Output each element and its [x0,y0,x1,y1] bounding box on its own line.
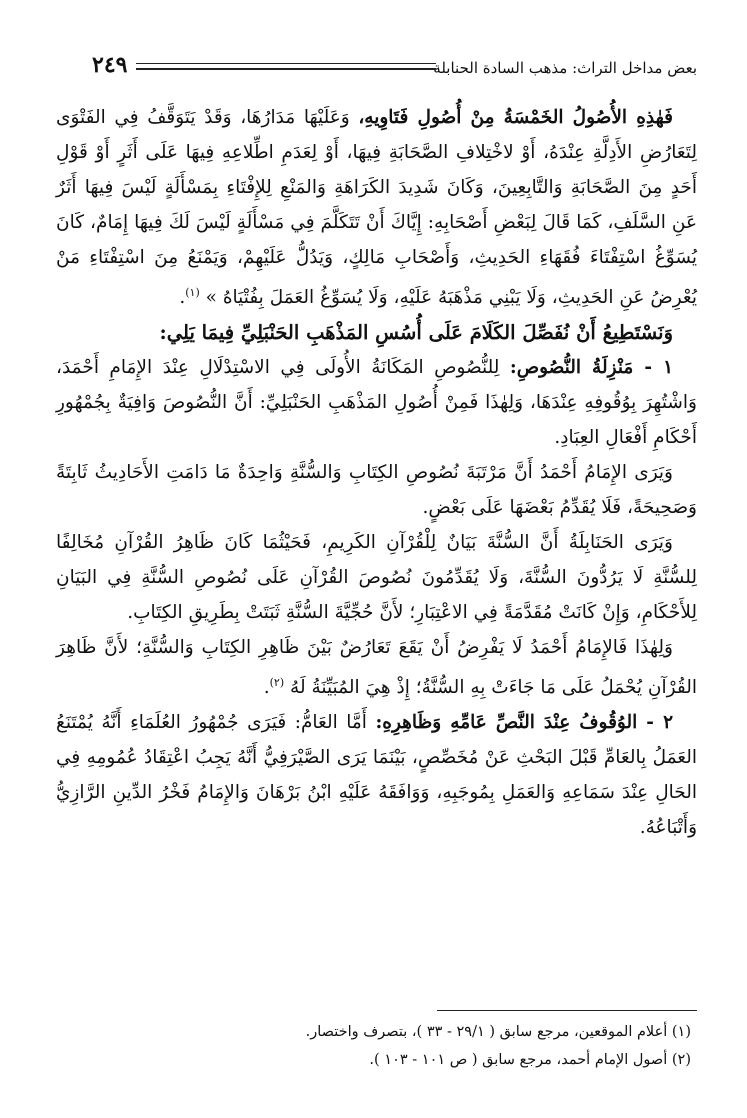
paragraph-no-conflict: وَلِهٰذَا فَالإِمَامُ أَحْمَدُ لَا يَفْرِضُ أَنْ يَقَعَ تَعَارُضٌ بَيْنَ ظَاهِرِ الكِتَابِ وَالسُّنَّةِ؛ لأَنَّ ظَاهِرَ القُرْآنِ يُحْمَلُ عَلَى مَا جَاءَتْ بِهِ السُّنَّةُ؛ إِذْ هِيَ المُبَيِّنَةُ لَهُ $^{(٢)}$. [56,637,697,699]
paragraph-text: وَلِهٰذَا فَالإِمَامُ أَحْمَدُ لَا يَفْرِضُ أَنْ يَقَعَ تَعَارُضٌ بَيْنَ ظَاهِرِ الكِتَابِ وَالسُّنَّةِ؛ لأَنَّ ظَاهِرَ القُرْآنِ يُحْمَلُ عَلَى مَا جَاءَتْ بِهِ السُّنَّةُ؛ إِذْ هِيَ المُبَيِّنَةُ لَهُ [56,637,697,699]
paragraph-sunnah-bayan: وَيَرَى الحَنَابِلَةُ أَنَّ السُّنَّةَ بَيَانٌ لِلْقُرْآنِ الكَرِيمِ، فَحَيْثُمَا كَانَ ظَاهِرُ القُرْآنِ مُخَالِفًا لِلسُّنَّةِ لَا يَرُدُّونَ السُّنَّةَ، وَلَا يُقَدِّمُونَ نُصُوصَ القُرْآنِ عَلَى نُصُوصِ السُّنَّةِ فِي البَيَانِ لِلأَحْكَامِ، وَإِنْ كَانَتْ مُقَدَّمَةً فِي الاعْتِبَارِ؛ لأَنَّ حُجِّيَّةَ السُّنَّةِ ثَبَتَتْ بِطَرِيقِ الكِتَابِ. [56,532,697,624]
paragraph-usul: فَهٰذِهِ الأُصُولُ الخَمْسَةُ مِنْ أُصُولِ فَتَاوِيهِ، وَعَلَيْهَا مَدَارُهَا، وَقَدْ يَتَوَقَّفُ فِي الفَتْوَى لِتَعَارُضِ الأَدِلَّةِ عِنْدَهُ، أَوْ لاخْتِلافِ الصَّحَابَةِ فِيهَا، أَوْ لِعَدَمِ اطِّلاعِهِ فِيهَا عَلَى أَثَرٍ أَوْ قَوْلِ أَحَدٍ مِنَ الصَّحَابَةِ وَالتَّابِعِينَ، وَكَانَ شَدِيدَ الكَرَاهَةِ وَالمَنْعِ لِلإِفْتَاءِ بِمَسْأَلَةٍ لَيْسَ فِيهَا أَثَرٌ عَنِ السَّلَفِ، كَمَا قَالَ لِبَعْضِ أَصْحَابِهِ: إِيَّاكَ أَنْ تَتَكَلَّمَ فِي مَسْأَلَةٍ لَيْسَ لَكَ فِيهَا إِمَامٌ، كَانَ يُسَوِّغُ اسْتِفْتَاءَ فُقَهَاءِ الحَدِيثِ، وَأَصْحَابِ مَالِكٍ، وَيَدُلُّ عَلَيْهِمْ، وَيَمْنَعُ مِنَ اسْتِفْتَاءِ مَنْ يُعْرِضُ عَنِ الحَدِيثِ، وَلَا يَبْنِي مَذْهَبَهُ عَلَيْهِ، وَلَا يُسَوِّغُ العَمَلَ بِفُتْيَاهُ » $^{(١)}$. [56,107,697,309]
header-rule [136,63,436,64]
paragraph-lead: فَهٰذِهِ الأُصُولُ الخَمْسَةُ مِنْ أُصُولِ فَتَاوِيهِ، [358,107,673,128]
section-1-label: ١ - مَنْزِلَةُ النُّصُوصِ: [509,357,673,379]
footnote-separator [437,1010,697,1011]
footnote-ref-1: (١) [185,286,200,299]
section-1 [56,350,697,455]
section-heading: وَنَسْتَطِيعُ أَنْ نُفَصِّلَ الكَلَامَ عَلَى أُسُسِ المَذْهَبِ الحَنْبَلِيِّ فِيمَا يَلِي: [159,321,673,345]
paragraph-text: وَعَلَيْهَا مَدَارُهَا، وَقَدْ يَتَوَقَّفُ فِي الفَتْوَى لِتَعَارُضِ الأَدِلَّةِ عِنْدَهُ، أَوْ لاخْتِلافِ الصَّحَابَةِ فِيهَا، أَوْ لِعَدَمِ اطِّلاعِهِ فِيهَا عَلَى أَثَرٍ أَوْ قَوْلِ أَحَدٍ مِنَ الصَّحَابَةِ وَالتَّابِعِينَ، وَكَانَ شَدِيدَ الكَرَاهَةِ وَالمَنْعِ لِلإِفْتَاءِ بِمَسْأَلَةٍ لَيْسَ فِيهَا أَثَرٌ عَنِ السَّلَفِ، كَمَا قَالَ لِبَعْضِ أَصْحَابِهِ: إِيَّاكَ أَنْ تَتَكَلَّمَ فِي مَسْأَلَةٍ لَيْسَ لَكَ فِيهَا إِمَامٌ، كَانَ يُسَوِّغُ اسْتِفْتَاءَ فُقَهَاءِ الحَدِيثِ، وَأَصْحَابِ مَالِكٍ، وَيَدُلُّ عَلَيْهِمْ، وَيَمْنَعُ مِنَ اسْتِفْتَاءِ مَنْ يُعْرِضُ عَنِ الحَدِيثِ، وَلَا يَبْنِي مَذْهَبَهُ عَلَيْهِ، وَلَا يُسَوِّغُ العَمَلَ بِفُتْيَاهُ » [56,107,697,309]
main-text [56,100,697,845]
page-header [92,52,697,82]
paragraph-sunnah-rank: وَيَرَى الإِمَامُ أَحْمَدُ أَنَّ مَرْتَبَةَ نُصُوصِ الكِتَابِ وَالسُّنَّةِ وَاحِدَةٌ مَا دَامَتِ الأَحَادِيثُ ثَابِتَةً وَصَحِيحَةً، فَلَا يُقَدِّمُ بَعْضَهَا عَلَى بَعْضٍ. [56,462,697,519]
running-head: بعض مداخل التراث: مذهب السادة الحنابلة [433,59,697,77]
footnote-ref-2: (٢) [269,676,285,690]
page-number: ٢٤٩ [92,52,128,78]
section-1-text: لِلنُّصُوصِ المَكَانَةُ الأُولَى فِي الاسْتِدْلَالِ عِنْدَ الإِمَامِ أَحْمَدَ، وَاشْتُهِرَ بِوُقُوفِهِ عِنْدَهَا، وَلِهٰذَا فَمِنْ أُصُولِ المَذْهَبِ الحَنْبَلِيِّ: أَنَّ النُّصُوصَ وَافِيَةٌ بِجُمْهُورِ أَحْكَامِ أَفْعَالِ العِبَادِ. [56,357,697,449]
section-2-text: أَمَّا العَامُّ: فَيَرَى جُمْهُورُ العُلَمَاءِ أَنَّهُ يُمْتَنَعُ العَمَلُ بِالعَامِّ قَبْلَ البَحْثِ عَنْ مُخَصِّصٍ، بَيْنَمَا يَرَى الصَّيْرَفِيُّ أَنَّهُ يَجِبُ اعْتِقَادُ عُمُومِهِ فِي الحَالِ عِنْدَ سَمَاعِهِ وَالعَمَلِ بِمُوجَبِهِ، وَوَافَقَهُ عَلَيْهِ ابْنُ بَرْهَانَ وَالإِمَامُ فَخْرُ الدِّينِ الرَّازِيُّ وَأَتْبَاعُهُ. [56,712,697,839]
section-2-label: ٢ - الوُقُوفُ عِنْدَ النَّصِّ عَامِّهِ وَظَاهِرِهِ: [375,712,673,734]
section-2 [56,705,697,845]
footnote-2: (٢) أصول الإمام أحمد، مرجع سابق ( ص ١٠١ - ١٠٣ ). [369,1052,691,1068]
header-rule-thick [136,68,436,70]
footnote-1: (١) أعلام الموقعين، مرجع سابق ( ٢٩/١ - ٣٣ )، بتصرف واختصار. [305,1024,691,1040]
footnotes [56,1018,691,1074]
